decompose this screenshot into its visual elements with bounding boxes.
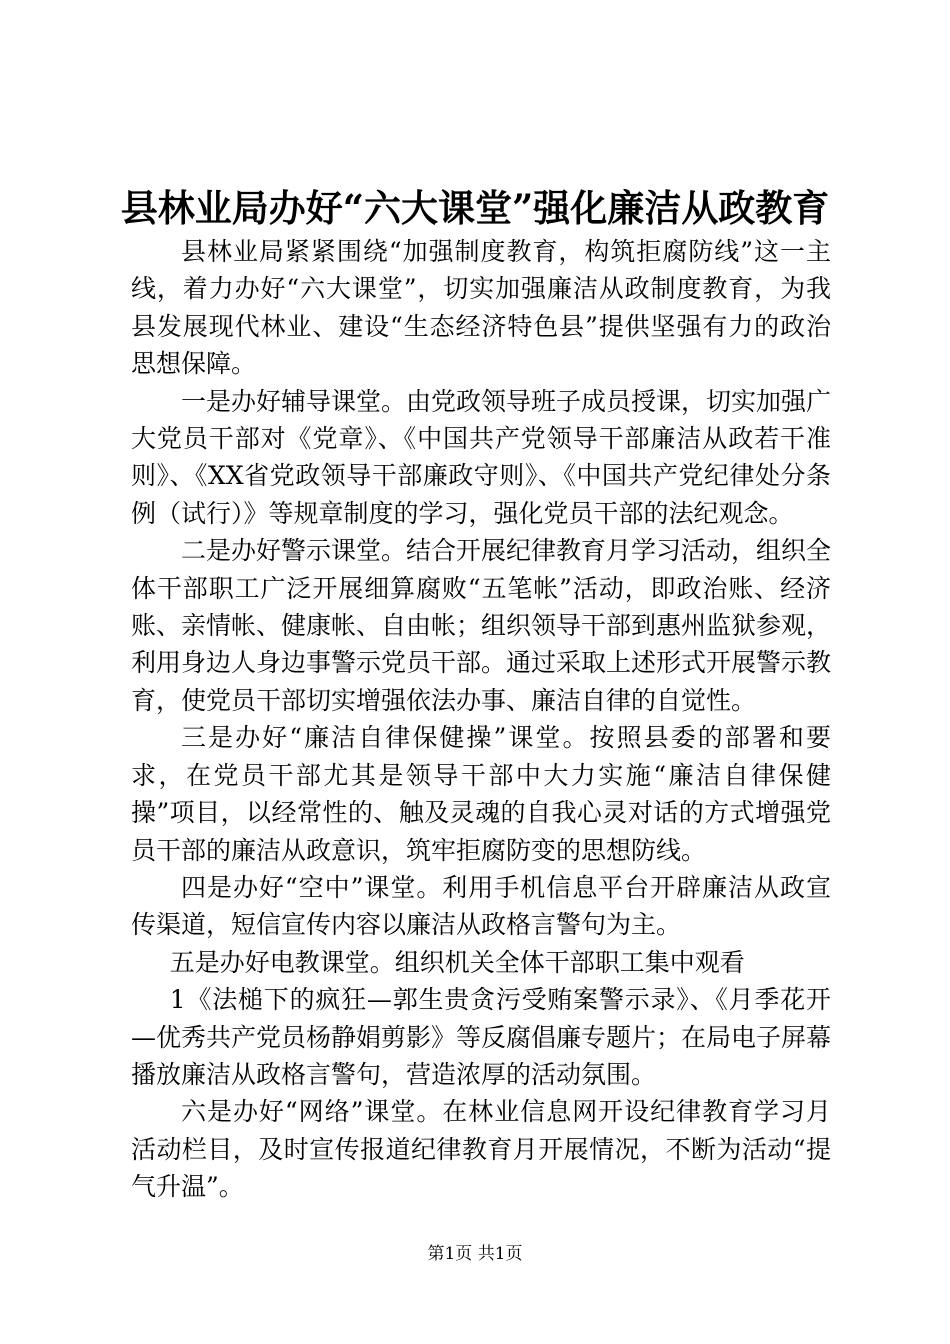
paragraph-item-5-continued: 1《法槌下的疯狂—郭生贵贪污受贿案警示录》、《月季花开—优秀共产党员杨静娟剪影》等反腐倡廉专题片；在局电子屏幕播放廉洁从政格言警句，营造浓厚的活动氛围。 [131,985,832,1089]
paragraph-item-2: 二是办好警示课堂。结合开展纪律教育月学习活动，组织全体干部职工广泛开展细算腐败“五笔帐”活动，即政治账、经济账、亲情帐、健康帐、自由帐；组织领导干部到惠州监狱参观，利用身边人身边事警示党员干部。通过采取上述形式开展警示教育，使党员干部切实增强依法办事、廉洁自律的自觉性。 [131,536,832,715]
page-number-footer: 第1页 共1页 [427,1244,523,1264]
paragraph-item-4: 四是办好“空中”课堂。利用手机信息平台开辟廉洁从政宣传渠道，短信宣传内容以廉洁从政格言警句为主。 [131,872,831,940]
paragraph-item-3: 三是办好“廉洁自律保健操”课堂。按照县委的部署和要求，在党员干部尤其是领导干部中大力实施“廉洁自律保健操”项目，以经常性的、触及灵魂的自我心灵对话的方式增强党员干部的廉洁从政意识，筑牢拒腐防变的思想防线。 [131,723,831,865]
document-title: 县林业局办好“六大课堂”强化廉洁从政教育 [120,186,830,230]
paragraph-item-1: 一是办好辅导课堂。由党政领导班子成员授课，切实加强广大党员干部对《党章》、《中国共产党领导干部廉洁从政若干准则》、《XX省党政领导干部廉政守则》、《中国共产党纪律处分条例（试行）》等规章制度的学习，强化党员干部的法纪观念。 [131,386,832,528]
paragraph-intro: 县林业局紧紧围绕“加强制度教育，构筑拒腐防线”这一主线，着力办好“六大课堂”，切实加强廉洁从政制度教育，为我县发展现代林业、建设“生态经济特色县”提供坚强有力的政治思想保障。 [131,237,831,379]
paragraph-item-6: 六是办好“网络”课堂。在林业信息网开设纪律教育学习月活动栏目，及时宣传报道纪律教育月开展情况，不断为活动“提气升温”。 [131,1097,831,1202]
document-body [131,233,831,1206]
paragraph-item-5: 五是办好电教课堂。组织机关全体干部职工集中观看 [169,947,745,977]
